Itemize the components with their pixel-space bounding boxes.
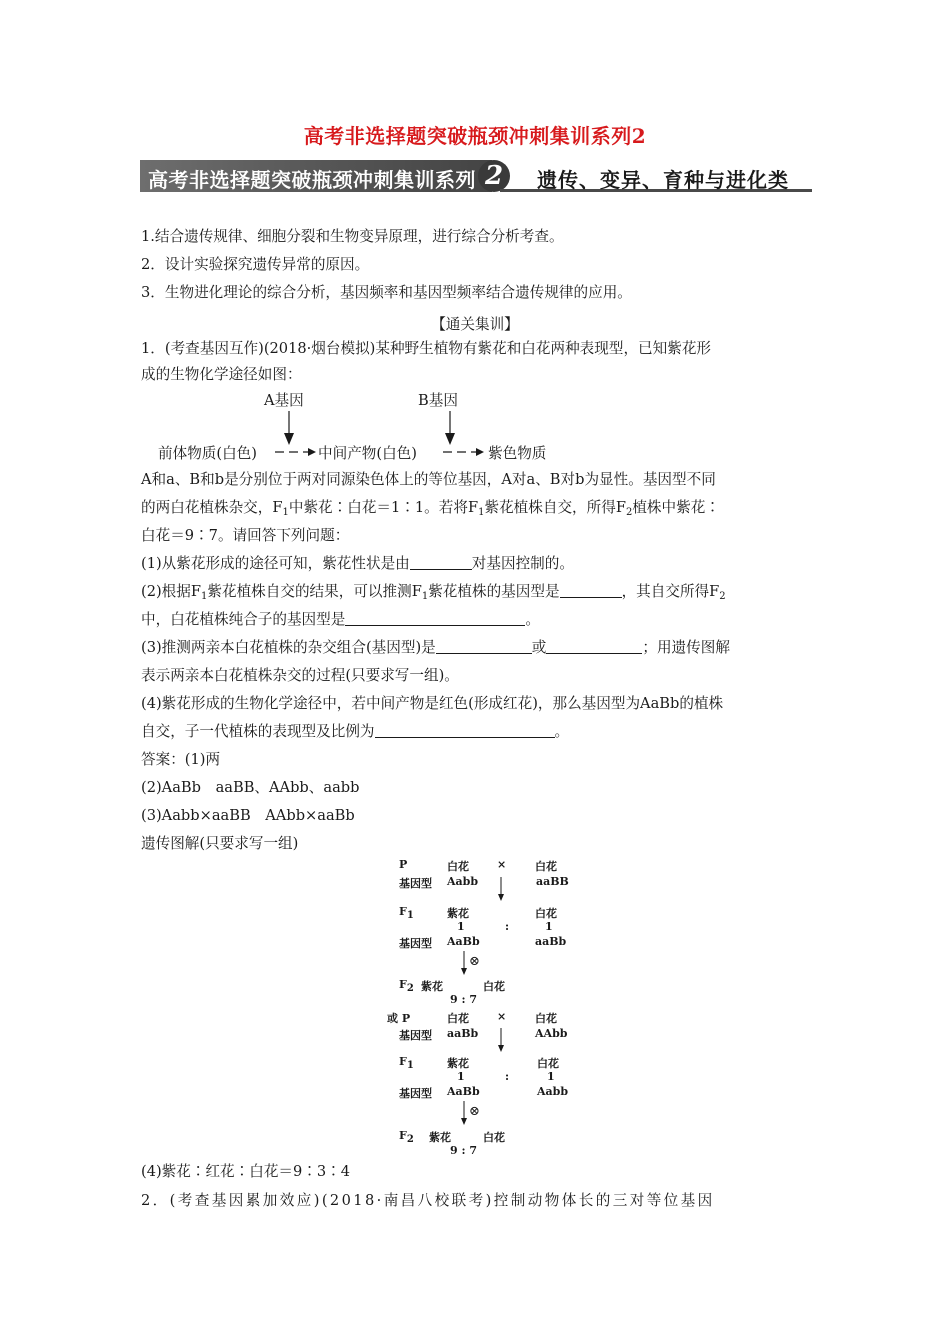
- f1-ratio-colon: :: [505, 920, 510, 933]
- cross-symbol: ×: [497, 858, 507, 871]
- f1b-genotype-2: Aabb: [537, 1085, 569, 1098]
- q1-part-4: (4)紫花形成的生物化学途径中，若中间产物是红色(形成红花)，那么基因型为AaBb的植株: [141, 695, 724, 712]
- answer-blank[interactable]: [436, 639, 532, 654]
- genetic-cross-diagram: [385, 855, 575, 1165]
- q1-line-5: 白花＝9∶7。请回答下列问题：: [141, 527, 350, 544]
- cross-symbol: ×: [497, 1010, 507, 1023]
- f2-phenotype-purple: 紫花: [421, 980, 443, 993]
- series-banner: [140, 160, 812, 192]
- f1-label-2: F1: [399, 1055, 414, 1071]
- parent-2-genotype: aaBB: [536, 875, 569, 888]
- f2b-ratio: 9 : 7: [450, 1144, 478, 1157]
- f2-phenotype-white: 白花: [483, 980, 505, 993]
- f1b-phenotype-white: 白花: [537, 1057, 559, 1070]
- objective-3: 3．生物进化理论的综合分析，基因频率和基因型频率结合遗传规律的应用。: [141, 284, 632, 301]
- genotype-label: 基因型: [399, 1087, 432, 1100]
- cross-p-label: P: [399, 858, 408, 871]
- parent-3-phenotype: 白花: [447, 1012, 469, 1025]
- f1b-genotype-1: AaBb: [447, 1085, 480, 1098]
- f1b-ratio-right: 1: [547, 1070, 555, 1083]
- f1-label: F1: [399, 905, 414, 921]
- f1-genotype-2: aaBb: [535, 935, 567, 948]
- f1-genotype-1: AaBb: [447, 935, 480, 948]
- banner-number-badge: 2: [484, 161, 504, 191]
- answer-blank[interactable]: [345, 611, 525, 626]
- answer-4: (4)紫花∶红花∶白花＝9∶3∶4: [141, 1163, 351, 1180]
- banner-left-label: 高考非选择题突破瓶颈冲刺集训系列: [148, 168, 476, 192]
- answer-diagram-label: 遗传图解(只要求写一组): [141, 835, 299, 852]
- answer-blank[interactable]: [375, 723, 555, 738]
- gene-a-label: A基因: [264, 392, 304, 409]
- q2-line-1: 2．(考查基因累加效应)(2018·南昌八校联考)控制动物体长的三对等位基因: [141, 1192, 715, 1209]
- f1-ratio-right: 1: [545, 920, 553, 933]
- f1-phenotype-white: 白花: [535, 907, 557, 920]
- f1-phenotype-purple: 紫花: [447, 907, 469, 920]
- q1-part-3-cont: 表示两亲本白花植株杂交的过程(只要求写一组)。: [141, 667, 459, 684]
- answer-2: (2)AaBb aaBB、AAbb、aabb: [141, 779, 360, 796]
- intermediate-label: 中间产物(白色): [318, 445, 417, 462]
- precursor-label: 前体物质(白色): [158, 445, 257, 462]
- section-title: 【通关集训】: [431, 316, 519, 333]
- answer-1: 答案：(1)两: [141, 751, 221, 768]
- f2-ratio: 9 : 7: [450, 993, 478, 1006]
- cross-or-p-label: 或 P: [387, 1012, 411, 1025]
- gene-b-label: B基因: [418, 392, 458, 409]
- q1-part-1: (1)从紫花形成的途径可知，紫花性状是由 对基因控制的。: [141, 555, 574, 572]
- genotype-label: 基因型: [399, 937, 432, 950]
- parent-4-phenotype: 白花: [535, 1012, 557, 1025]
- f1-ratio-left: 1: [457, 920, 465, 933]
- product-label: 紫色物质: [488, 445, 547, 462]
- banner-topic: 遗传、变异、育种与进化类: [537, 168, 789, 192]
- answer-3: (3)Aabb×aaBB AAbb×aaBb: [141, 807, 355, 824]
- answer-blank[interactable]: [546, 639, 642, 654]
- parent-4-genotype: AAbb: [535, 1027, 568, 1040]
- f2-label: F2: [399, 978, 414, 994]
- q1-line-3: A和a、B和b是分别位于两对同源染色体上的等位基因，A对a、B对b为显性。基因型不同: [141, 471, 716, 488]
- parent-3-genotype: aaBb: [447, 1027, 479, 1040]
- selfing-symbol: ⊗: [469, 954, 480, 969]
- objective-1: 1.结合遗传规律、细胞分裂和生物变异原理，进行综合分析考查。: [141, 228, 564, 245]
- q1-part-3: (3)推测两亲本白花植株的杂交组合(基因型)是 或 ；用遗传图解: [141, 639, 730, 656]
- answer-blank[interactable]: [560, 583, 622, 598]
- q1-line-1: 1．(考查基因互作)(2018·烟台模拟)某种野生植物有紫花和白花两种表现型，已知紫花形: [141, 340, 712, 357]
- q1-line-2: 成的生物化学途径如图：: [141, 366, 302, 383]
- parent-1-genotype: Aabb: [447, 875, 479, 888]
- genotype-label: 基因型: [399, 877, 432, 890]
- f2b-phenotype-purple: 紫花: [429, 1131, 451, 1144]
- f2-label-2: F2: [399, 1129, 414, 1145]
- q1-part-2: (2)根据$F_1$紫花植株自交的结果，可以推测$F_1$紫花植株的基因型是 ，其自交所得$F_2$: [141, 583, 726, 602]
- page-title: 高考非选择题突破瓶颈冲刺集训系列2: [303, 124, 647, 148]
- q1-part-4-cont: 自交，子一代植株的表现型及比例为 。: [141, 723, 570, 740]
- f2b-phenotype-white: 白花: [483, 1131, 505, 1144]
- parent-2-phenotype: 白花: [535, 860, 557, 873]
- answer-blank[interactable]: [410, 555, 472, 570]
- genotype-label: 基因型: [399, 1029, 432, 1042]
- q1-line-4: 的两白花植株杂交，$F_1$中紫花∶白花＝1∶1。若将$F_1$紫花植株自交，所得$F_2$植株中紫花∶: [141, 499, 720, 518]
- selfing-symbol: ⊗: [469, 1104, 480, 1119]
- f1b-ratio-colon: :: [505, 1070, 510, 1083]
- f1b-phenotype-purple: 紫花: [447, 1057, 469, 1070]
- objective-2: 2．设计实验探究遗传异常的原因。: [141, 256, 370, 273]
- q1-part-2-cont: 中，白花植株纯合子的基因型是 。: [141, 611, 540, 628]
- biochemical-pathway: [150, 385, 610, 465]
- f1b-ratio-left: 1: [457, 1070, 465, 1083]
- parent-1-phenotype: 白花: [447, 860, 469, 873]
